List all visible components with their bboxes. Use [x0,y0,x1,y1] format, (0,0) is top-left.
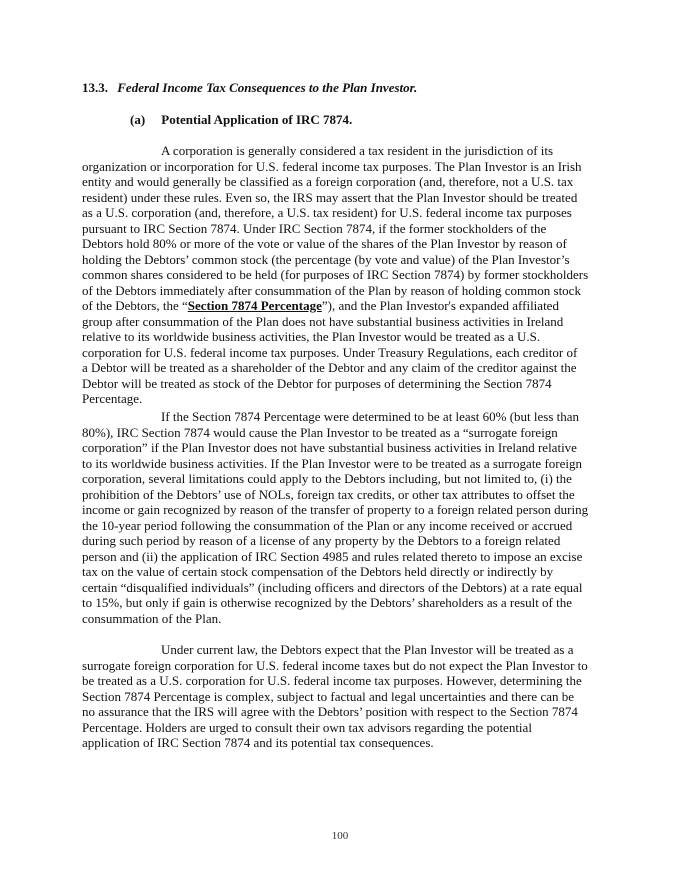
section-number: 13.3. [82,80,108,95]
paragraph-surrogate-foreign-corporation [82,409,602,626]
paragraph-line: during such period by reason of a license of any property by the Debtors to a foreign related [82,533,561,548]
paragraph-line: surrogate foreign corporation for U.S. federal income taxes but do not expect the Plan Investor to [82,657,588,673]
paragraph-line: Debtor will be treated as stock of the Debtor for purposes of determining the Section 7874 [82,375,552,391]
paragraph-line: be treated as a U.S. corporation for U.S. federal income tax purposes. However, determining the [82,673,582,688]
paragraph-line: A corporation is generally considered a tax resident in the jurisdiction of its [161,143,554,158]
defined-term-prefix: of the Debtors, the “ [82,298,188,313]
paragraph-line: Section 7874 Percentage is complex, subject to factual and legal uncertainties and there can be [82,688,575,704]
defined-term-section-7874-percentage: Section 7874 Percentage [187,298,322,313]
paragraph-line: entity and would generally be classified as a foreign corporation (and, therefore, not a U.S. tax [82,174,574,189]
defined-term-suffix: ”), and the Plan Investor's expanded affiliated [321,298,559,313]
paragraph-irc-7874-overview [82,143,602,407]
paragraph-line: of the Debtors immediately after consummation of the Plan by reason of holding common stock [82,282,581,298]
paragraph-line: application of IRC Section 7874 and its potential tax consequences. [82,735,434,750]
paragraph-line: 80%), IRC Section 7874 would cause the Plan Investor to be treated as a “surrogate foreign [82,424,558,440]
paragraph-line: a Debtor will be treated as a shareholder of the Debtor and any claim of the creditor against the [82,360,577,375]
paragraph-line-defined-term [82,298,602,314]
paragraph-line: consummation of the Plan. [82,610,222,626]
paragraph-line: no assurance that the IRS will agree with the Debtors’ position with respect to the Section 7874 [82,704,578,719]
paragraph-line: corporation for U.S. federal income tax purposes. Under Treasury Regulations, each creditor of [82,344,578,360]
paragraph-line: Under current law, the Debtors expect that the Plan Investor will be treated as a [161,642,574,657]
paragraph-line: prohibition of the Debtors’ use of NOLs, foreign tax credits, or other tax attributes to offset the [82,486,575,502]
paragraph-line: to its worldwide business activities. If the Plan Investor were to be treated as a surrogate foreign [82,455,582,471]
paragraph-line: If the Section 7874 Percentage were determined to be at least 60% (but less than [161,409,580,424]
page-number: 100 [331,830,349,842]
paragraph-line: organization or incorporation for U.S. federal income tax purposes. The Plan Investor is an Irish [82,158,582,174]
section-title: Federal Income Tax Consequences to the Plan Investor. [117,80,418,95]
paragraph-line: common shares considered to be held (for purposes of IRC Section 7874) by former stockholders [82,267,589,282]
paragraph-line: as a U.S. corporation (and, therefore, a U.S. tax resident) for U.S. federal income tax purposes [82,205,572,220]
paragraph-line: Percentage. Holders are urged to consult their own tax advisors regarding the potential [82,719,532,735]
subsection-heading [130,112,352,128]
section-heading [82,80,417,96]
paragraph-line: person and (ii) the application of IRC Section 4985 and rules related thereto to impose an excise [82,548,583,564]
paragraph-line: Percentage. [82,391,143,406]
paragraph-current-law-expectations [82,642,602,751]
paragraph-line: pursuant to IRC Section 7874. Under IRC Section 7874, if the former stockholders of the [82,220,547,236]
paragraph-line: certain “disqualified individuals” (including officers and directors of the Debtors) at a rate equal [82,579,583,595]
paragraph-line: Debtors hold 80% or more of the vote or value of the shares of the Plan Investor by reason of [82,236,567,251]
paragraph-line: relative to its worldwide business activities, the Plan Investor would be treated as a U.S. [82,329,541,344]
subsection-title: Potential Application of IRC 7874. [161,112,353,127]
paragraph-line: resident) under these rules. Even so, the IRS may assert that the Plan Investor should be treated [82,189,578,205]
paragraph-line: income or gain recognized by reason of the transfer of property to a foreign related person during [82,502,589,517]
paragraph-line: group after consummation of the Plan does not have substantial business activities in Ireland [82,313,564,329]
paragraph-line: corporation” if the Plan Investor does not have substantial business activities in Ireland relative [82,440,577,455]
paragraph-line: the 10-year period following the consummation of the Plan or any income received or accrued [82,517,573,533]
paragraph-line: holding the Debtors’ common stock (the percentage (by vote and value) of the Plan Investor’s [82,251,570,267]
subsection-label: (a) [130,112,146,127]
paragraph-line: to 15%, but only if gain is otherwise recognized by the Debtors’ shareholders as a result of the [82,595,573,610]
paragraph-line: corporation, several limitations could apply to the Debtors including, but not limited to, (i) the [82,471,572,486]
paragraph-line: tax on the value of certain stock compensation of the Debtors held directly or indirectly by [82,564,554,579]
